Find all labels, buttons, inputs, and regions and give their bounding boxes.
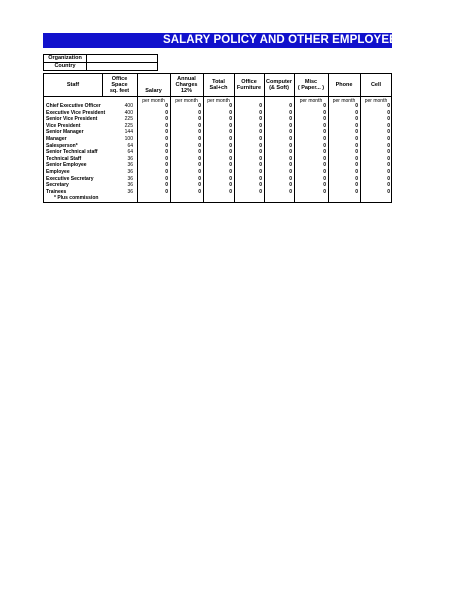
value-cell[interactable]: 0 bbox=[229, 168, 232, 175]
value-cell[interactable]: 0 bbox=[165, 182, 168, 189]
value-cell[interactable]: 0 bbox=[198, 103, 201, 109]
value-cell[interactable]: 0 bbox=[323, 129, 326, 136]
value-cell[interactable]: 0 bbox=[198, 142, 201, 149]
value-cell[interactable]: 0 bbox=[165, 175, 168, 182]
value-cell[interactable]: 0 bbox=[323, 155, 326, 162]
value-cell[interactable]: 0 bbox=[165, 162, 168, 169]
value-cell[interactable]: 0 bbox=[289, 109, 292, 116]
value-cell[interactable]: 0 bbox=[323, 182, 326, 189]
value-cell[interactable]: 0 bbox=[387, 168, 390, 175]
footnote: * Plus commission bbox=[54, 195, 99, 201]
value-cell[interactable]: 0 bbox=[198, 122, 201, 129]
value-cell[interactable]: 0 bbox=[323, 109, 326, 116]
organization-value[interactable] bbox=[87, 55, 158, 63]
value-cell[interactable]: 0 bbox=[323, 122, 326, 129]
value-cell[interactable]: 0 bbox=[198, 162, 201, 169]
value-cell[interactable]: 0 bbox=[289, 168, 292, 175]
value-cell[interactable]: 0 bbox=[229, 155, 232, 162]
value-cell[interactable]: 0 bbox=[259, 162, 262, 169]
value-cell[interactable]: 0 bbox=[289, 162, 292, 169]
cost-table bbox=[43, 73, 392, 203]
value-cell[interactable]: 0 bbox=[323, 175, 326, 182]
header-divider bbox=[44, 96, 391, 97]
header-phone: Phone bbox=[335, 82, 353, 88]
header-salary: Salary bbox=[145, 88, 162, 94]
staff-name: Trainees bbox=[46, 188, 67, 195]
value-cell[interactable]: 0 bbox=[198, 129, 201, 136]
value-cell[interactable]: 0 bbox=[259, 182, 262, 189]
value-cell[interactable]: 0 bbox=[355, 116, 358, 123]
header-computer-line: (& Soft) bbox=[269, 85, 289, 91]
value-cell[interactable]: 0 bbox=[355, 129, 358, 136]
value-cell[interactable]: 0 bbox=[387, 116, 390, 123]
office-space-value[interactable]: 64 bbox=[127, 149, 133, 156]
value-cell[interactable]: 0 bbox=[289, 103, 292, 109]
header-annual-charges-line: Charges bbox=[175, 82, 198, 88]
value-cell[interactable]: 0 bbox=[355, 162, 358, 169]
office-space-value[interactable]: 36 bbox=[127, 188, 133, 195]
value-cell[interactable]: 0 bbox=[165, 155, 168, 162]
value-cell[interactable]: 0 bbox=[229, 142, 232, 149]
value-cell[interactable]: 0 bbox=[323, 103, 326, 109]
header-staff: Staff bbox=[66, 82, 80, 88]
office-space-value[interactable]: 225 bbox=[124, 122, 133, 129]
value-cell[interactable]: 0 bbox=[387, 103, 390, 109]
staff-name: Senior Technical staff bbox=[46, 149, 98, 156]
staff-name: Senior Vice President bbox=[46, 116, 98, 123]
staff-name: Executive Secretary bbox=[46, 175, 94, 182]
value-cell[interactable]: 0 bbox=[198, 109, 201, 116]
value-cell[interactable]: 0 bbox=[229, 116, 232, 123]
phone-column bbox=[328, 103, 358, 195]
value-cell[interactable]: 0 bbox=[165, 116, 168, 123]
value-cell[interactable]: 0 bbox=[259, 149, 262, 156]
value-cell[interactable]: 0 bbox=[229, 149, 232, 156]
header-total-line: Sal+ch bbox=[209, 85, 228, 91]
value-cell[interactable]: 0 bbox=[198, 175, 201, 182]
office-space-value[interactable]: 36 bbox=[127, 155, 133, 162]
unit-phone: per month bbox=[332, 98, 356, 104]
value-cell[interactable]: 0 bbox=[387, 122, 390, 129]
value-cell[interactable]: 0 bbox=[229, 175, 232, 182]
value-cell[interactable]: 0 bbox=[259, 135, 262, 142]
value-cell[interactable]: 0 bbox=[387, 129, 390, 136]
header-misc-line: ( Paper... ) bbox=[297, 85, 325, 91]
value-cell[interactable]: 0 bbox=[289, 116, 292, 123]
value-cell[interactable]: 0 bbox=[165, 135, 168, 142]
value-cell[interactable]: 0 bbox=[165, 149, 168, 156]
sheet-title: SALARY POLICY AND OTHER EMPLOYEE CO bbox=[163, 34, 418, 46]
header-annual-charges bbox=[170, 74, 203, 96]
value-cell[interactable]: 0 bbox=[259, 142, 262, 149]
value-cell[interactable]: 0 bbox=[165, 188, 168, 195]
office-space-value[interactable]: 100 bbox=[124, 135, 133, 142]
value-cell[interactable]: 0 bbox=[289, 149, 292, 156]
value-cell[interactable]: 0 bbox=[165, 103, 168, 109]
unit-cell: per month bbox=[364, 98, 388, 104]
office-space-value[interactable]: 64 bbox=[127, 142, 133, 149]
value-cell[interactable]: 0 bbox=[198, 149, 201, 156]
value-cell[interactable]: 0 bbox=[355, 142, 358, 149]
header-office-furniture bbox=[234, 74, 264, 96]
value-cell[interactable]: 0 bbox=[198, 182, 201, 189]
unit-total: per month bbox=[207, 98, 230, 104]
office-space-value[interactable]: 225 bbox=[124, 116, 133, 123]
value-cell[interactable]: 0 bbox=[165, 168, 168, 175]
value-cell[interactable]: 0 bbox=[229, 129, 232, 136]
value-cell[interactable]: 0 bbox=[289, 135, 292, 142]
header-annual-charges-line: Annual bbox=[177, 76, 196, 82]
office-space-value[interactable]: 36 bbox=[127, 175, 133, 182]
value-cell[interactable]: 0 bbox=[355, 109, 358, 116]
title-bar bbox=[43, 33, 418, 48]
value-cell[interactable]: 0 bbox=[259, 175, 262, 182]
value-cell[interactable]: 0 bbox=[259, 129, 262, 136]
header-annual-charges-line: 12% bbox=[180, 88, 192, 94]
staff-name: Technical Staff bbox=[46, 155, 82, 162]
value-cell[interactable]: 0 bbox=[289, 175, 292, 182]
value-cell[interactable]: 0 bbox=[165, 142, 168, 149]
country-value[interactable] bbox=[87, 63, 158, 71]
value-cell[interactable]: 0 bbox=[387, 175, 390, 182]
value-cell[interactable]: 0 bbox=[259, 155, 262, 162]
value-cell[interactable]: 0 bbox=[323, 149, 326, 156]
value-cell[interactable]: 0 bbox=[165, 129, 168, 136]
salary-column bbox=[137, 103, 168, 195]
unit-misc: per month bbox=[299, 98, 323, 104]
value-cell[interactable]: 0 bbox=[355, 188, 358, 195]
value-cell[interactable]: 0 bbox=[198, 188, 201, 195]
header-computer bbox=[264, 74, 294, 96]
header-office-furniture-line: Office bbox=[241, 79, 257, 85]
country-label: Country bbox=[44, 63, 87, 71]
value-cell[interactable]: 0 bbox=[289, 129, 292, 136]
value-cell[interactable]: 0 bbox=[229, 122, 232, 129]
value-cell[interactable]: 0 bbox=[229, 162, 232, 169]
header-total-line: Total bbox=[212, 79, 225, 85]
value-cell[interactable]: 0 bbox=[323, 116, 326, 123]
value-cell[interactable]: 0 bbox=[229, 103, 232, 109]
organization-label: Organization bbox=[44, 55, 87, 63]
value-cell[interactable]: 0 bbox=[229, 182, 232, 189]
value-cell[interactable]: 0 bbox=[259, 103, 262, 109]
value-cell[interactable]: 0 bbox=[387, 188, 390, 195]
value-cell[interactable]: 0 bbox=[355, 122, 358, 129]
office-space-value[interactable]: 144 bbox=[124, 129, 133, 136]
office-space-list bbox=[102, 103, 133, 195]
value-cell[interactable]: 0 bbox=[259, 122, 262, 129]
value-cell[interactable]: 0 bbox=[323, 188, 326, 195]
header-misc bbox=[294, 74, 328, 96]
value-cell[interactable]: 0 bbox=[323, 168, 326, 175]
value-cell[interactable]: 0 bbox=[387, 149, 390, 156]
header-office-space bbox=[102, 74, 137, 96]
unit-charges: per month bbox=[175, 98, 198, 104]
value-cell[interactable]: 0 bbox=[355, 103, 358, 109]
value-cell[interactable]: 0 bbox=[289, 122, 292, 129]
value-cell[interactable]: 0 bbox=[198, 116, 201, 123]
office-space-value[interactable]: 400 bbox=[124, 103, 133, 109]
organization-table bbox=[43, 54, 158, 71]
value-cell[interactable]: 0 bbox=[289, 142, 292, 149]
computer-column bbox=[264, 103, 292, 195]
value-cell[interactable]: 0 bbox=[259, 168, 262, 175]
header-misc-line: Misc bbox=[304, 79, 318, 85]
value-cell[interactable]: 0 bbox=[165, 109, 168, 116]
header-office-space-line: Space bbox=[111, 82, 128, 88]
value-cell[interactable]: 0 bbox=[289, 182, 292, 189]
value-cell[interactable]: 0 bbox=[355, 182, 358, 189]
staff-name: Employee bbox=[46, 168, 70, 175]
value-cell[interactable]: 0 bbox=[229, 109, 232, 116]
value-cell[interactable]: 0 bbox=[355, 155, 358, 162]
value-cell[interactable]: 0 bbox=[387, 155, 390, 162]
staff-name: Chief Executive Officer bbox=[46, 103, 101, 109]
value-cell[interactable]: 0 bbox=[355, 149, 358, 156]
header-computer-line: Computer bbox=[266, 79, 292, 85]
value-cell[interactable]: 0 bbox=[259, 109, 262, 116]
total-column bbox=[203, 103, 232, 195]
staff-name: Vice President bbox=[46, 122, 81, 129]
value-cell[interactable]: 0 bbox=[387, 142, 390, 149]
value-cell[interactable]: 0 bbox=[229, 188, 232, 195]
value-cell[interactable]: 0 bbox=[198, 135, 201, 142]
misc-column bbox=[294, 103, 326, 195]
header-office-furniture-line: Furniture bbox=[236, 85, 262, 91]
value-cell[interactable]: 0 bbox=[387, 182, 390, 189]
value-cell[interactable]: 0 bbox=[355, 135, 358, 142]
value-cell[interactable]: 0 bbox=[289, 188, 292, 195]
value-cell[interactable]: 0 bbox=[355, 175, 358, 182]
value-cell[interactable]: 0 bbox=[355, 168, 358, 175]
value-cell[interactable]: 0 bbox=[387, 109, 390, 116]
value-cell[interactable]: 0 bbox=[165, 122, 168, 129]
value-cell[interactable]: 0 bbox=[323, 142, 326, 149]
cell-column bbox=[360, 103, 390, 195]
staff-name: Manager bbox=[46, 135, 67, 142]
office-space-value[interactable]: 36 bbox=[127, 182, 133, 189]
unit-salary: per month bbox=[142, 98, 165, 104]
header-cell: Cell bbox=[370, 82, 382, 88]
value-cell[interactable]: 0 bbox=[323, 135, 326, 142]
staff-name: Executive Vice President bbox=[46, 109, 106, 116]
value-cell[interactable]: 0 bbox=[259, 188, 262, 195]
staff-name: Senior Manager bbox=[46, 129, 84, 136]
staff-name: Senior Employee bbox=[46, 162, 87, 169]
header-office-space-line: Office bbox=[111, 76, 128, 82]
value-cell[interactable]: 0 bbox=[323, 162, 326, 169]
office-space-value[interactable]: 36 bbox=[127, 168, 133, 175]
header-total bbox=[203, 74, 234, 96]
office-space-value[interactable]: 400 bbox=[124, 109, 133, 116]
value-cell[interactable]: 0 bbox=[289, 155, 292, 162]
value-cell[interactable]: 0 bbox=[387, 135, 390, 142]
header-office-space-line: sq. feet bbox=[109, 88, 130, 94]
value-cell[interactable]: 0 bbox=[198, 155, 201, 162]
charges-column bbox=[170, 103, 201, 195]
furniture-column bbox=[234, 103, 262, 195]
office-space-value[interactable]: 36 bbox=[127, 162, 133, 169]
staff-list bbox=[46, 103, 105, 195]
staff-name: Salesperson* bbox=[46, 142, 78, 149]
value-cell[interactable]: 0 bbox=[198, 168, 201, 175]
value-cell[interactable]: 0 bbox=[259, 116, 262, 123]
value-cell[interactable]: 0 bbox=[229, 135, 232, 142]
staff-name: Secretary bbox=[46, 182, 69, 189]
value-cell[interactable]: 0 bbox=[387, 162, 390, 169]
